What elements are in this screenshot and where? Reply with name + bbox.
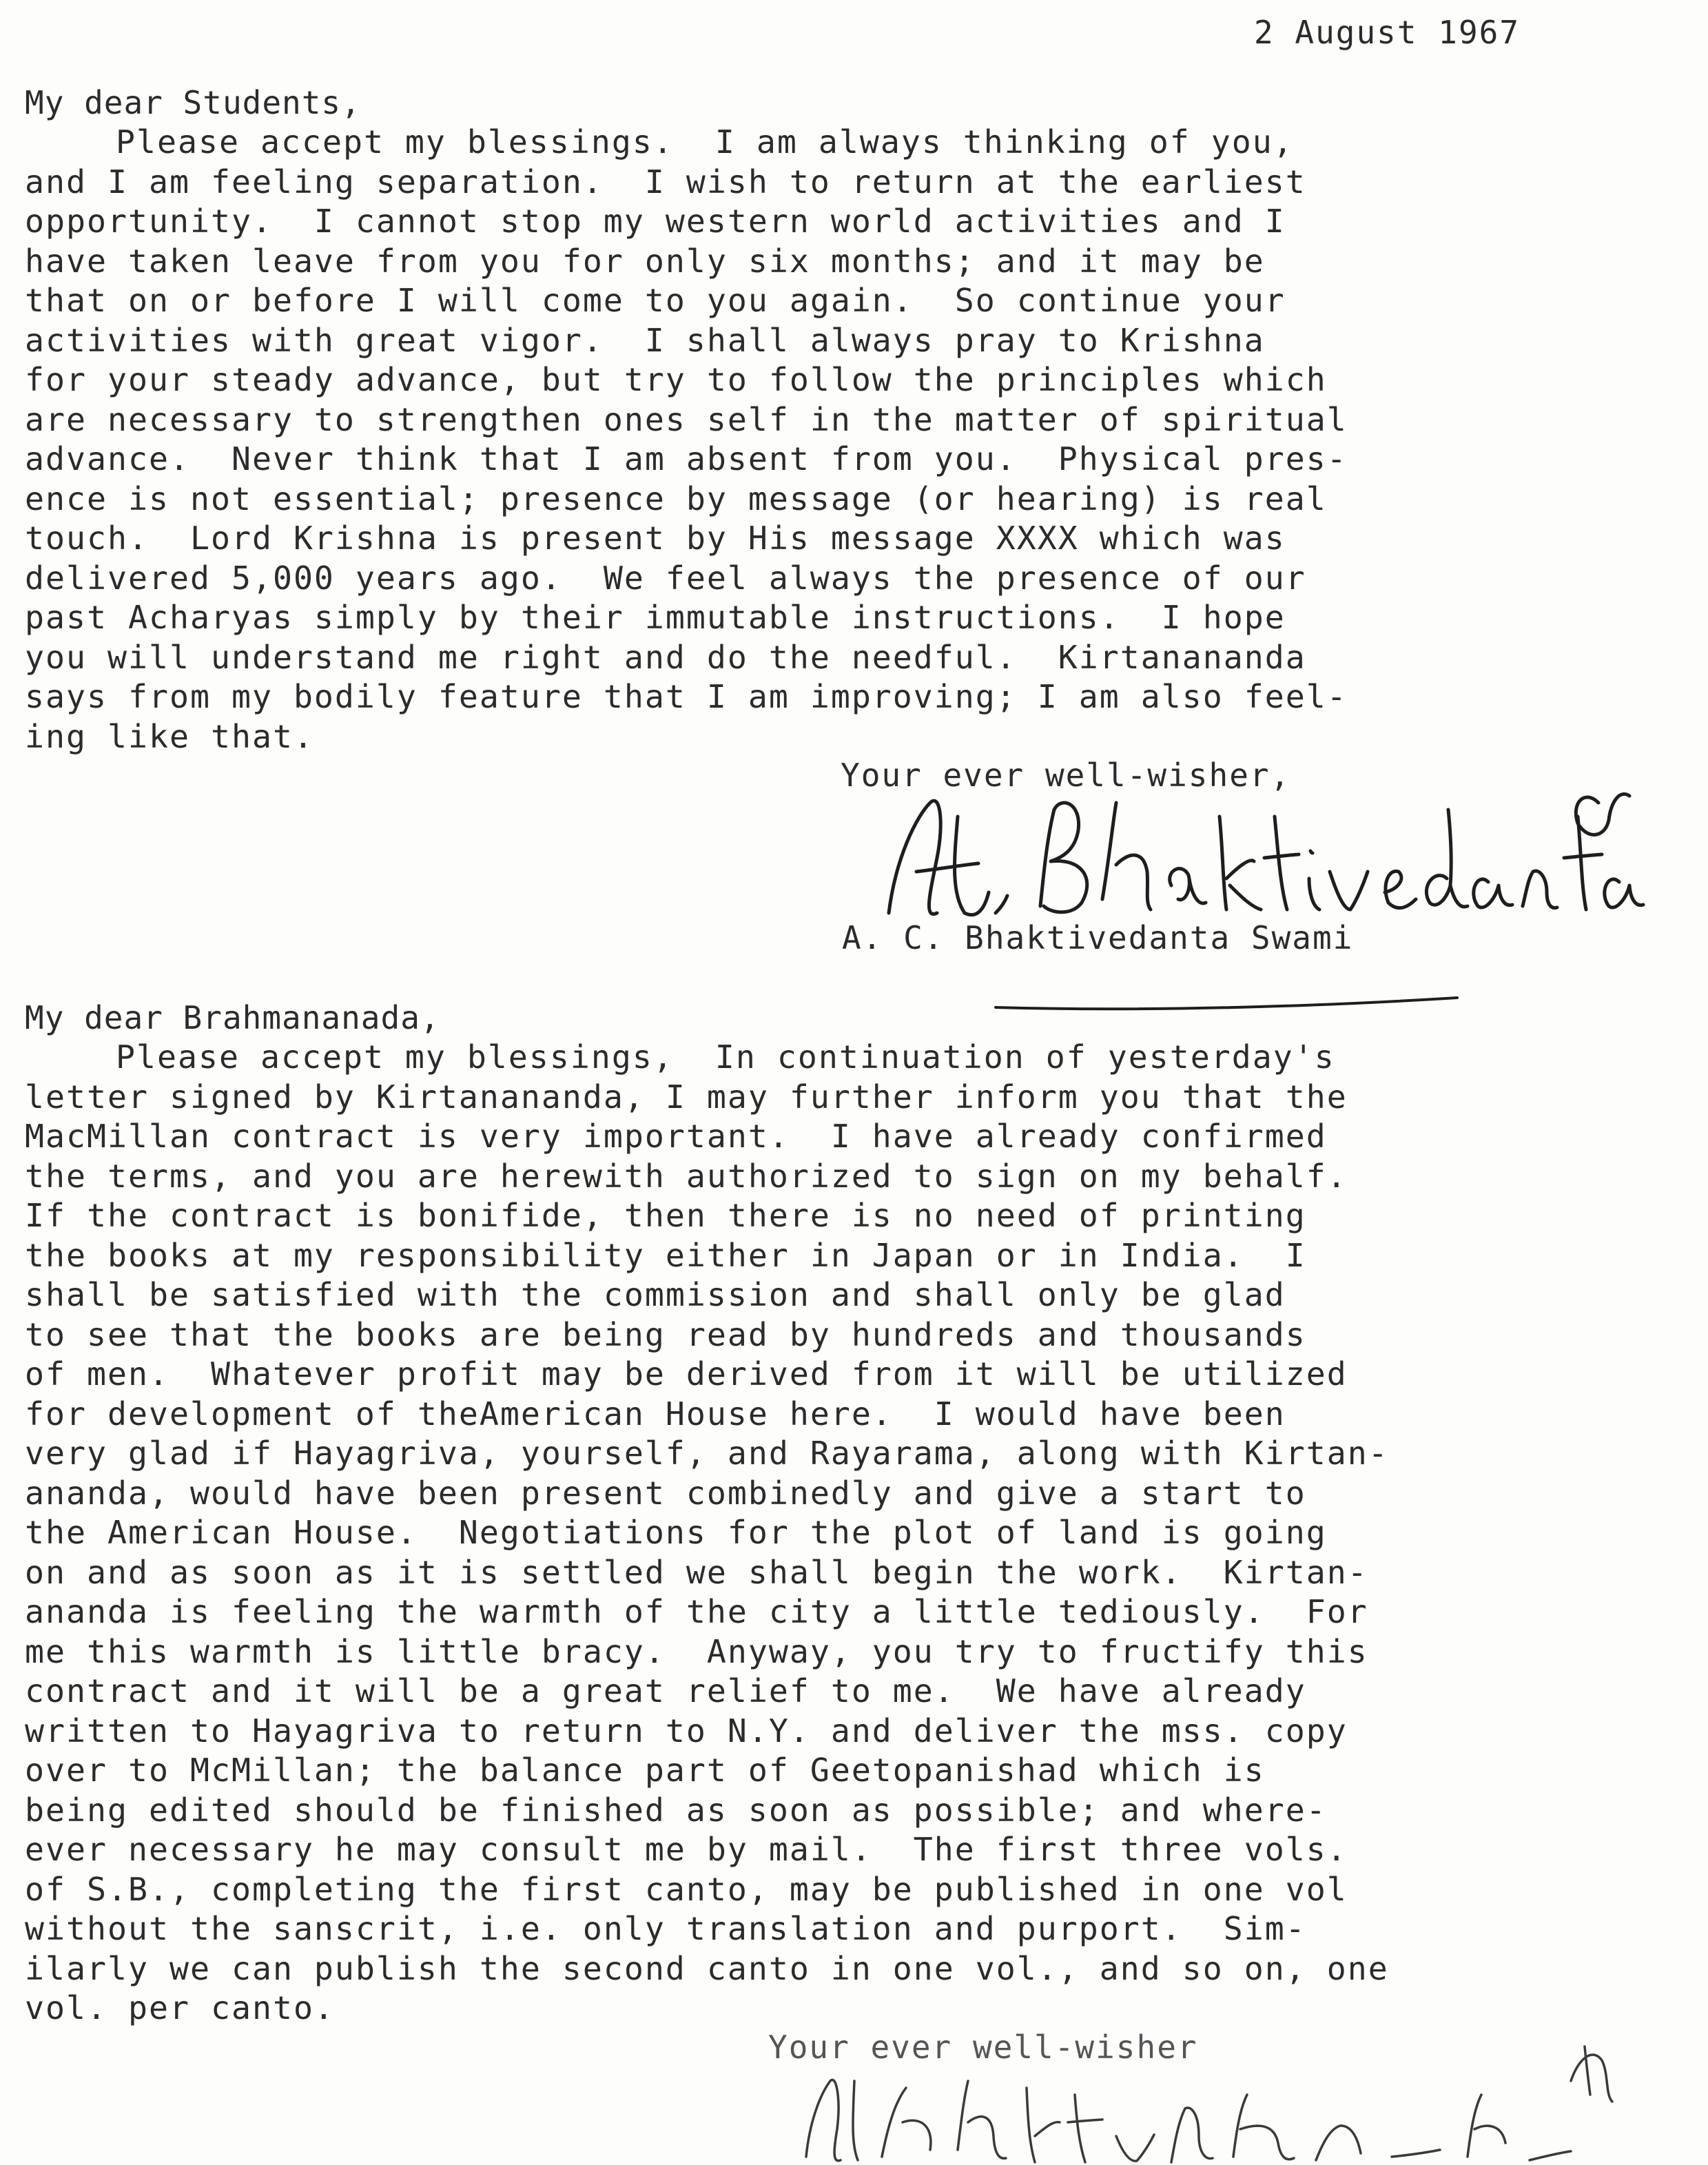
body-line: have taken leave from you for only six months; and it may be [25, 242, 1265, 280]
body-line: are necessary to strengthen ones self in the matter of spiritual [25, 400, 1348, 438]
body-line: without the sanscrit, i.e. only translation and purport. Sim- [25, 1910, 1306, 1947]
letter-to-students [25, 83, 1692, 757]
signatory-name: A. C. Bhaktivedanta Swami [842, 919, 1354, 956]
body-line: ananda is feeling the warmth of the city a little tediously. For [25, 1593, 1368, 1630]
closing: Your ever well-wisher [768, 2029, 1198, 2066]
body-line: to see that the books are being read by hundreds and thousands [25, 1315, 1306, 1353]
body-line: on and as soon as it is settled we shall begin the work. Kirtan- [25, 1553, 1368, 1591]
body-line: Please accept my blessings, In continuation of yesterday's [116, 1038, 1335, 1076]
body-line: me this warmth is little bracy. Anyway, you try to fructify this [25, 1632, 1368, 1670]
body-line: of men. Whatever profit may be derived from it will be utilized [25, 1355, 1348, 1393]
closing: Your ever well-wisher, [841, 757, 1291, 794]
body-line: If the contract is bonifide, then there is no need of printing [25, 1197, 1306, 1234]
body-line: delivered 5,000 years ago. We feel always the presence of our [25, 559, 1306, 597]
letter-to-brahmananda [25, 998, 1692, 2029]
handwritten-signature [875, 775, 1667, 941]
body-line: advance. Never think that I am absent from you. Physical pres- [25, 440, 1348, 478]
body-line: of S.B., completing the first canto, may be published in one vol [25, 1870, 1348, 1908]
body-line: contract and it will be a great relief to me. We have already [25, 1672, 1306, 1710]
body-line: ananda, would have been present combinedly and give a start to [25, 1474, 1306, 1512]
body-line: ence is not essential; presence by message (or hearing) is real [25, 480, 1327, 517]
body-line: past Acharyas simply by their immutable instructions. I hope [25, 599, 1286, 636]
body-line: for your steady advance, but try to follow the principles which [25, 361, 1327, 398]
body-line: being edited should be finished as soon as possible; and where- [25, 1791, 1327, 1829]
body-line: vol. per canto. [25, 1989, 335, 2027]
body-line: over to McMillan; the balance part of Geetopanishad which is [25, 1752, 1265, 1789]
body-line: MacMillan contract is very important. I have already confirmed [25, 1118, 1327, 1155]
body-line: the books at my responsibility either in Japan or in India. I [25, 1236, 1306, 1274]
body-line: and I am feeling separation. I wish to return at the earliest [25, 163, 1306, 201]
body-line: very glad if Hayagriva, yourself, and Rayarama, along with Kirtan- [25, 1435, 1389, 1472]
body-line: you will understand me right and do the needful. Kirtanananda [25, 638, 1306, 676]
body-line: ing like that. [25, 717, 314, 755]
body-line: shall be satisfied with the commission and shall only be glad [25, 1276, 1286, 1313]
letter-date: 2 August 1967 [1254, 14, 1521, 51]
body-line: Please accept my blessings. I am always thinking of you, [116, 123, 1294, 161]
salutation: My dear Students, [25, 84, 361, 121]
salutation: My dear Brahmananada, [25, 999, 440, 1036]
body-line: the terms, and you are herewith authorized to sign on my behalf. [25, 1157, 1348, 1195]
body-line: says from my bodily feature that I am improving; I am also feel- [25, 678, 1348, 715]
body-line: touch. Lord Krishna is present by His message XXXX which was [25, 520, 1286, 557]
body-line: the American House. Negotiations for the plot of land is going [25, 1514, 1327, 1551]
body-line: ilarly we can publish the second canto in one vol., and so on, one [25, 1949, 1389, 1987]
body-line: ever necessary he may consult me by mail. The first three vols. [25, 1831, 1348, 1868]
body-line: letter signed by Kirtanananda, I may further inform you that the [25, 1078, 1348, 1116]
body-line: written to Hayagriva to return to N.Y. and deliver the mss. copy [25, 1712, 1348, 1750]
body-line: for development of theAmerican House here. I would have been [25, 1395, 1286, 1433]
body-line: opportunity. I cannot stop my western world activities and I [25, 203, 1286, 240]
body-line: activities with great vigor. I shall always pray to Krishna [25, 321, 1265, 359]
body-line: that on or before I will come to you again. So continue your [25, 282, 1286, 319]
